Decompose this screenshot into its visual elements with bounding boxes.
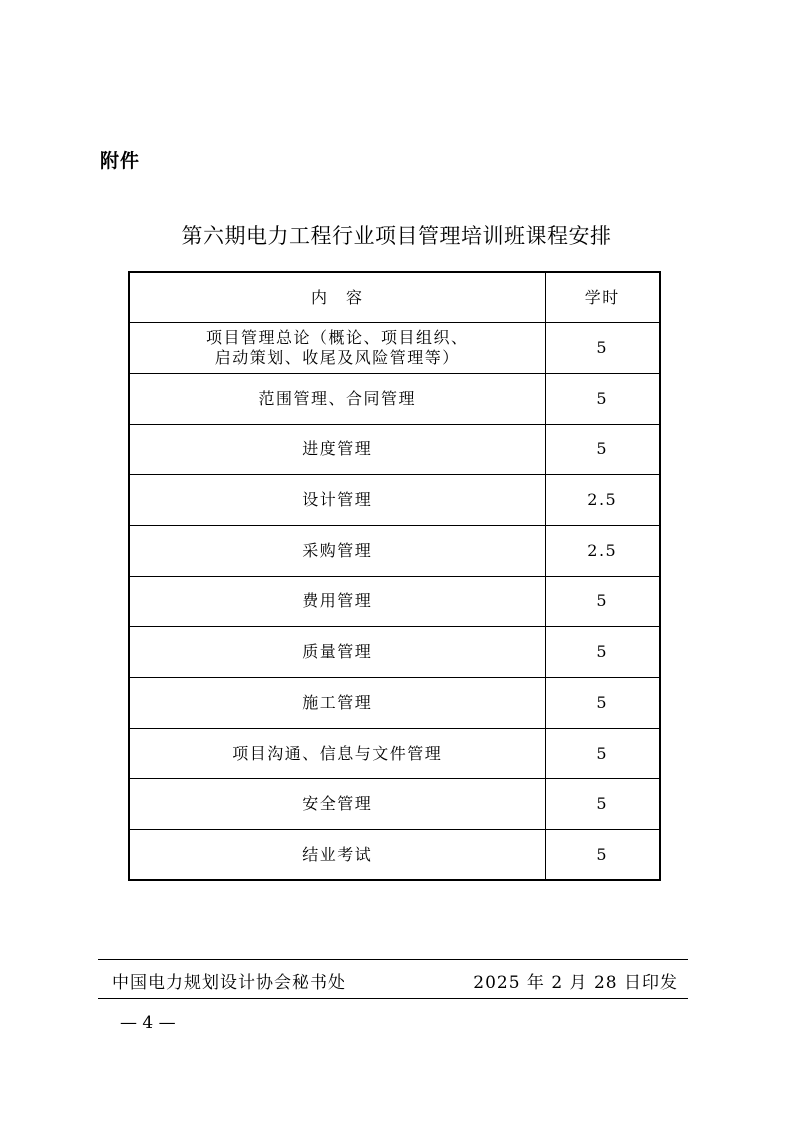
course-hours-cell: 5 <box>545 779 660 830</box>
course-content-cell <box>129 627 545 678</box>
table-row <box>129 779 660 830</box>
footer-top-divider <box>98 959 688 960</box>
issuer-name: 中国电力规划设计协会秘书处 <box>112 973 346 993</box>
course-content-text: 项目沟通、信息与文件管理 <box>232 743 443 763</box>
course-hours-cell: 5 <box>545 678 660 729</box>
course-hours-cell: 5 <box>545 576 660 627</box>
course-content-cell <box>129 323 545 374</box>
course-content-text: 设计管理 <box>302 490 373 510</box>
course-hours-cell: 5 <box>545 728 660 779</box>
course-content-cell <box>129 830 545 881</box>
issue-date: 2025 年 2 月 28 日印发 <box>473 973 678 993</box>
course-content-text: 范围管理、合同管理 <box>258 388 416 408</box>
page-number: — 4 — <box>120 1013 176 1033</box>
course-content-text: 采购管理 <box>302 540 373 560</box>
table-row <box>129 627 660 678</box>
course-hours-cell: 2.5 <box>545 475 660 526</box>
course-hours-cell: 2.5 <box>545 525 660 576</box>
course-hours-cell: 5 <box>545 323 660 374</box>
table-row <box>129 475 660 526</box>
table-row <box>129 678 660 729</box>
footer-bottom-divider <box>98 998 688 999</box>
course-content-text: 质量管理 <box>302 642 373 662</box>
hours-column-header: 学时 <box>545 272 660 323</box>
course-content-cell <box>129 424 545 475</box>
course-content-cell <box>129 475 545 526</box>
course-content-text: 进度管理 <box>302 439 373 459</box>
course-content-cell <box>129 728 545 779</box>
course-hours-cell: 5 <box>545 830 660 881</box>
table-row <box>129 525 660 576</box>
course-content-cell <box>129 525 545 576</box>
attachment-label: 附件 <box>100 150 141 172</box>
table-row <box>129 830 660 881</box>
document-title: 第六期电力工程行业项目管理培训班课程安排 <box>181 224 612 248</box>
course-content-text: 结业考试 <box>302 844 373 864</box>
course-hours-cell: 5 <box>545 627 660 678</box>
table-header-row <box>129 272 660 323</box>
course-content-text: 安全管理 <box>302 794 373 814</box>
course-content-cell <box>129 576 545 627</box>
content-column-header: 内 容 <box>129 272 545 323</box>
course-content-cell <box>129 779 545 830</box>
table-row <box>129 323 660 374</box>
course-content-text: 项目管理总论（概论、项目组织、 启动策划、收尾及风险管理等） <box>205 328 469 368</box>
course-content-cell <box>129 678 545 729</box>
course-schedule-table <box>128 271 661 881</box>
course-hours-cell: 5 <box>545 373 660 424</box>
course-content-text: 施工管理 <box>302 692 373 712</box>
course-hours-cell: 5 <box>545 424 660 475</box>
course-content-cell <box>129 373 545 424</box>
table-row <box>129 373 660 424</box>
table-row <box>129 424 660 475</box>
course-content-text: 费用管理 <box>302 591 373 611</box>
table-row <box>129 576 660 627</box>
table-row <box>129 728 660 779</box>
